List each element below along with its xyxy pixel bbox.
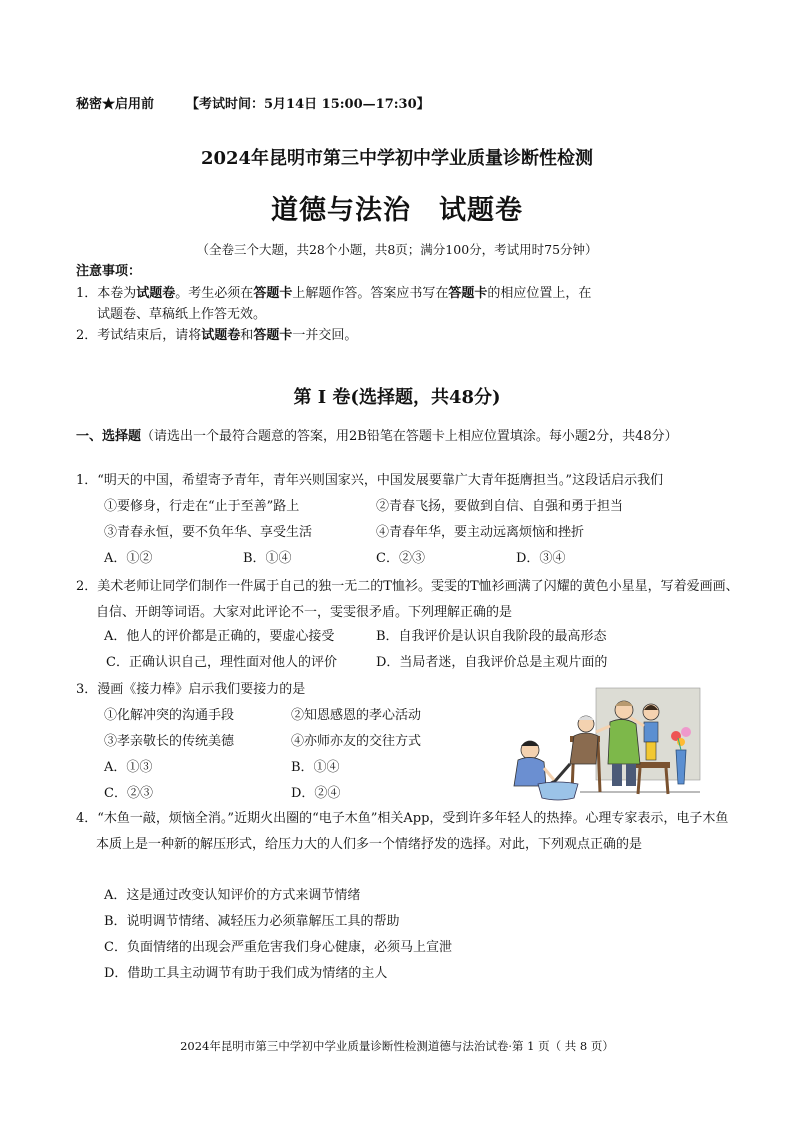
q1-statement-4: ④青春年华，要主动远离烦恼和挫折 (376, 525, 585, 540)
q3-option-a: A．①③ (104, 760, 153, 775)
q3-option-c: C．②③ (104, 786, 153, 801)
note-2: 2．考试结束后，请将试题卷和答题卡一并交回。 (76, 328, 358, 343)
q3-option-d: D．②④ (291, 786, 341, 801)
secret-label: 秘密★启用前 (76, 97, 155, 112)
q2-option-c: C．正确认识自己，理性面对他人的评价 (106, 655, 337, 670)
q4-option-d: D．借助工具主动调节有助于我们成为情绪的主人 (104, 966, 388, 981)
q3-statement-4: ④亦师亦友的交往方式 (291, 734, 422, 749)
page-footer: 2024年昆明市第三中学初中学业质量诊断性检测道德与法治试卷·第 1 页（ 共 8 页） (180, 1039, 614, 1053)
q4-stem: 4．“木鱼一敲，烦恼全消。”近期火出圈的“电子木鱼”相关App，受到许多年轻人的热捧。心理专家表示，电子木鱼本质上是一种新的解压形式，给压力大的人们多一个情绪抒发的选择。对此，下列观点正确的是 (76, 811, 729, 852)
q1-statement-2: ②青春飞扬，要做到自信、自强和勇于担当 (376, 499, 624, 514)
q3-statement-2: ②知恩感恩的孝心活动 (291, 708, 422, 723)
q3-statement-1: ①化解冲突的沟通手段 (104, 708, 235, 723)
note-1-line2: 试题卷、草稿纸上作答无效。 (97, 307, 267, 322)
section-title: 第 I 卷(选择题，共48分) (293, 387, 501, 408)
part1-instruction: 一、选择题（请选出一个最符合题意的答案，用2B铅笔在答题卡上相应位置填涂。每小题2分，共48分） (76, 429, 678, 444)
q2-stem: 2．美术老师让同学们制作一件属于自己的独一无二的T恤衫。雯雯的T恤衫画满了闪耀的黄色小星星，写着爱画画、自信、开朗等词语。大家对此评论不一，雯雯很矛盾。下列理解正确的是 (76, 579, 739, 620)
q1-statement-3: ③青春永恒，要不负年华、享受生活 (104, 525, 313, 540)
q3-statement-3: ③孝亲敬长的传统美德 (104, 734, 235, 749)
exam-time: 【考试时间：5月14日 15:00—17:30】 (186, 97, 430, 112)
q2-option-a: A．他人的评价都是正确的，要虚心接受 (104, 629, 335, 644)
q4-option-b: B．说明调节情绪、减轻压力必须靠解压工具的帮助 (104, 914, 400, 929)
q3-option-b: B．①④ (291, 760, 340, 775)
subject-title: 道德与法治 试题卷 (271, 195, 523, 226)
q1-statement-1: ①要修身，行走在“止于至善”路上 (104, 499, 300, 514)
q4-option-a: A．这是通过改变认知评价的方式来调节情绪 (104, 888, 361, 903)
notes-heading: 注意事项： (76, 264, 142, 279)
q1-option-b: B．①④ (243, 551, 292, 566)
exam-title: 2024年昆明市第三中学初中学业质量诊断性检测 (200, 148, 594, 169)
note-1: 1．本卷为试题卷。考生必须在答题卡上解题作答。答案应书写在答题卡的相应位置上，在 (76, 286, 592, 301)
q2-option-d: D．当局者迷，自我评价总是主观片面的 (376, 655, 608, 670)
q3-stem: 3．漫画《接力棒》启示我们要接力的是 (76, 682, 306, 697)
q4-option-c: C．负面情绪的出现会严重危害我们身心健康，必须马上宣泄 (104, 940, 452, 955)
q1-option-d: D．③④ (516, 551, 566, 566)
exam-info: （全卷三个大题，共28个小题，共8页；满分100分，考试用时75分钟） (196, 242, 598, 257)
q1-option-c: C．②③ (376, 551, 425, 566)
q1-option-a: A．①② (104, 551, 153, 566)
relay-baton-cartoon (500, 680, 702, 806)
q1-stem: 1．“明天的中国，希望寄予青年，青年兴则国家兴，中国发展要靠广大青年挺膺担当。”这段话启示我们 (76, 473, 664, 488)
q2-option-b: B．自我评价是认识自我阶段的最高形态 (376, 629, 607, 644)
